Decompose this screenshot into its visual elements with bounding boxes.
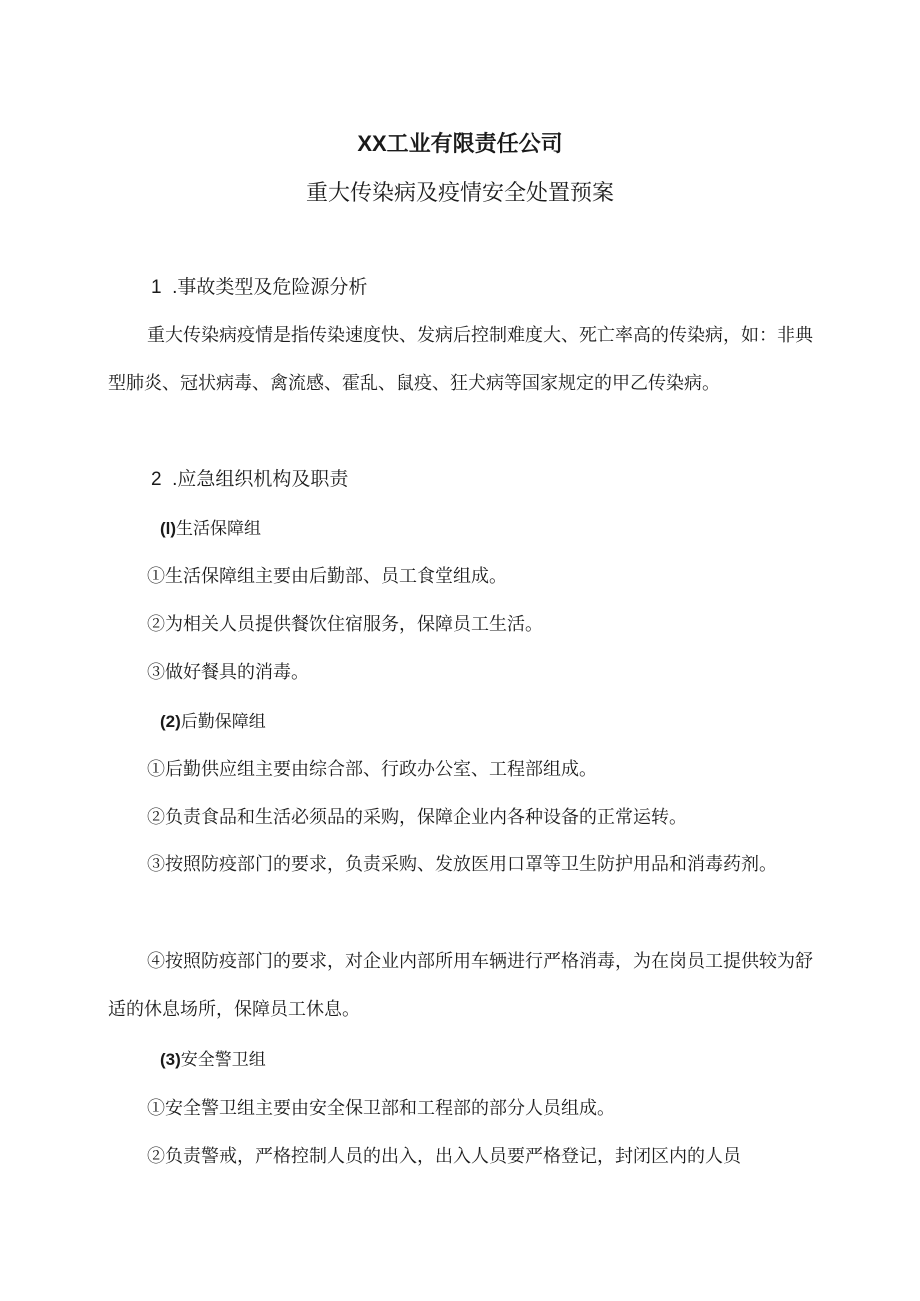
- group-3-item-2: ②负责警戒，严格控制人员的出入，出入人员要严格登记，封闭区内的人员: [147, 1146, 741, 1167]
- group-2-name: 后勤保障组: [180, 712, 266, 731]
- group-3-heading: [160, 1046, 266, 1074]
- group-2-item-3: ③按照防疫部门的要求，负责采购、发放医用口罩等卫生防护用品和消毒药剂。: [147, 854, 777, 875]
- section-2-heading: 2 .应急组织机构及职责: [151, 469, 349, 490]
- section-1-heading: 1 .事故类型及危险源分析: [151, 277, 368, 298]
- group-2-number: (2): [160, 712, 181, 731]
- group-2-item-4: ④按照防疫部门的要求，对企业内部所用车辆进行严格消毒，为在岗员工提供较为舒适的休息场所，保障员工休息。: [108, 951, 813, 1020]
- group-3-number: (3): [160, 1050, 181, 1069]
- group-2-item-2: ②负责食品和生活必须品的采购，保障企业内各种设备的正常运转。: [147, 807, 687, 828]
- group-1-heading: [160, 515, 261, 543]
- group-2-item-1: ①后勤供应组主要由综合部、行政办公室、工程部组成。: [147, 759, 597, 780]
- group-2-heading: [160, 708, 266, 736]
- group-3-name: 安全警卫组: [180, 1050, 266, 1069]
- group-1-item-3: ③做好餐具的消毒。: [147, 662, 309, 683]
- plan-title: 重大传染病及疫情安全处置预案: [305, 180, 614, 205]
- group-1-name: 生活保障组: [176, 519, 262, 538]
- group-3-item-1: ①安全警卫组主要由安全保卫部和工程部的部分人员组成。: [147, 1098, 615, 1119]
- section-1-paragraph: 重大传染病疫情是指传染速度快、发病后控制难度大、死亡率高的传染病，如：非典型肺炎、冠状病毒、禽流感、霍乱、鼠疫、狂犬病等国家规定的甲乙传染病。: [108, 325, 813, 394]
- company-title: XX工业有限责任公司: [357, 131, 563, 156]
- group-1-number: (l): [160, 519, 177, 538]
- group-1-item-1: ①生活保障组主要由后勤部、员工食堂组成。: [147, 566, 507, 587]
- group-1-item-2: ②为相关人员提供餐饮住宿服务，保障员工生活。: [147, 614, 543, 635]
